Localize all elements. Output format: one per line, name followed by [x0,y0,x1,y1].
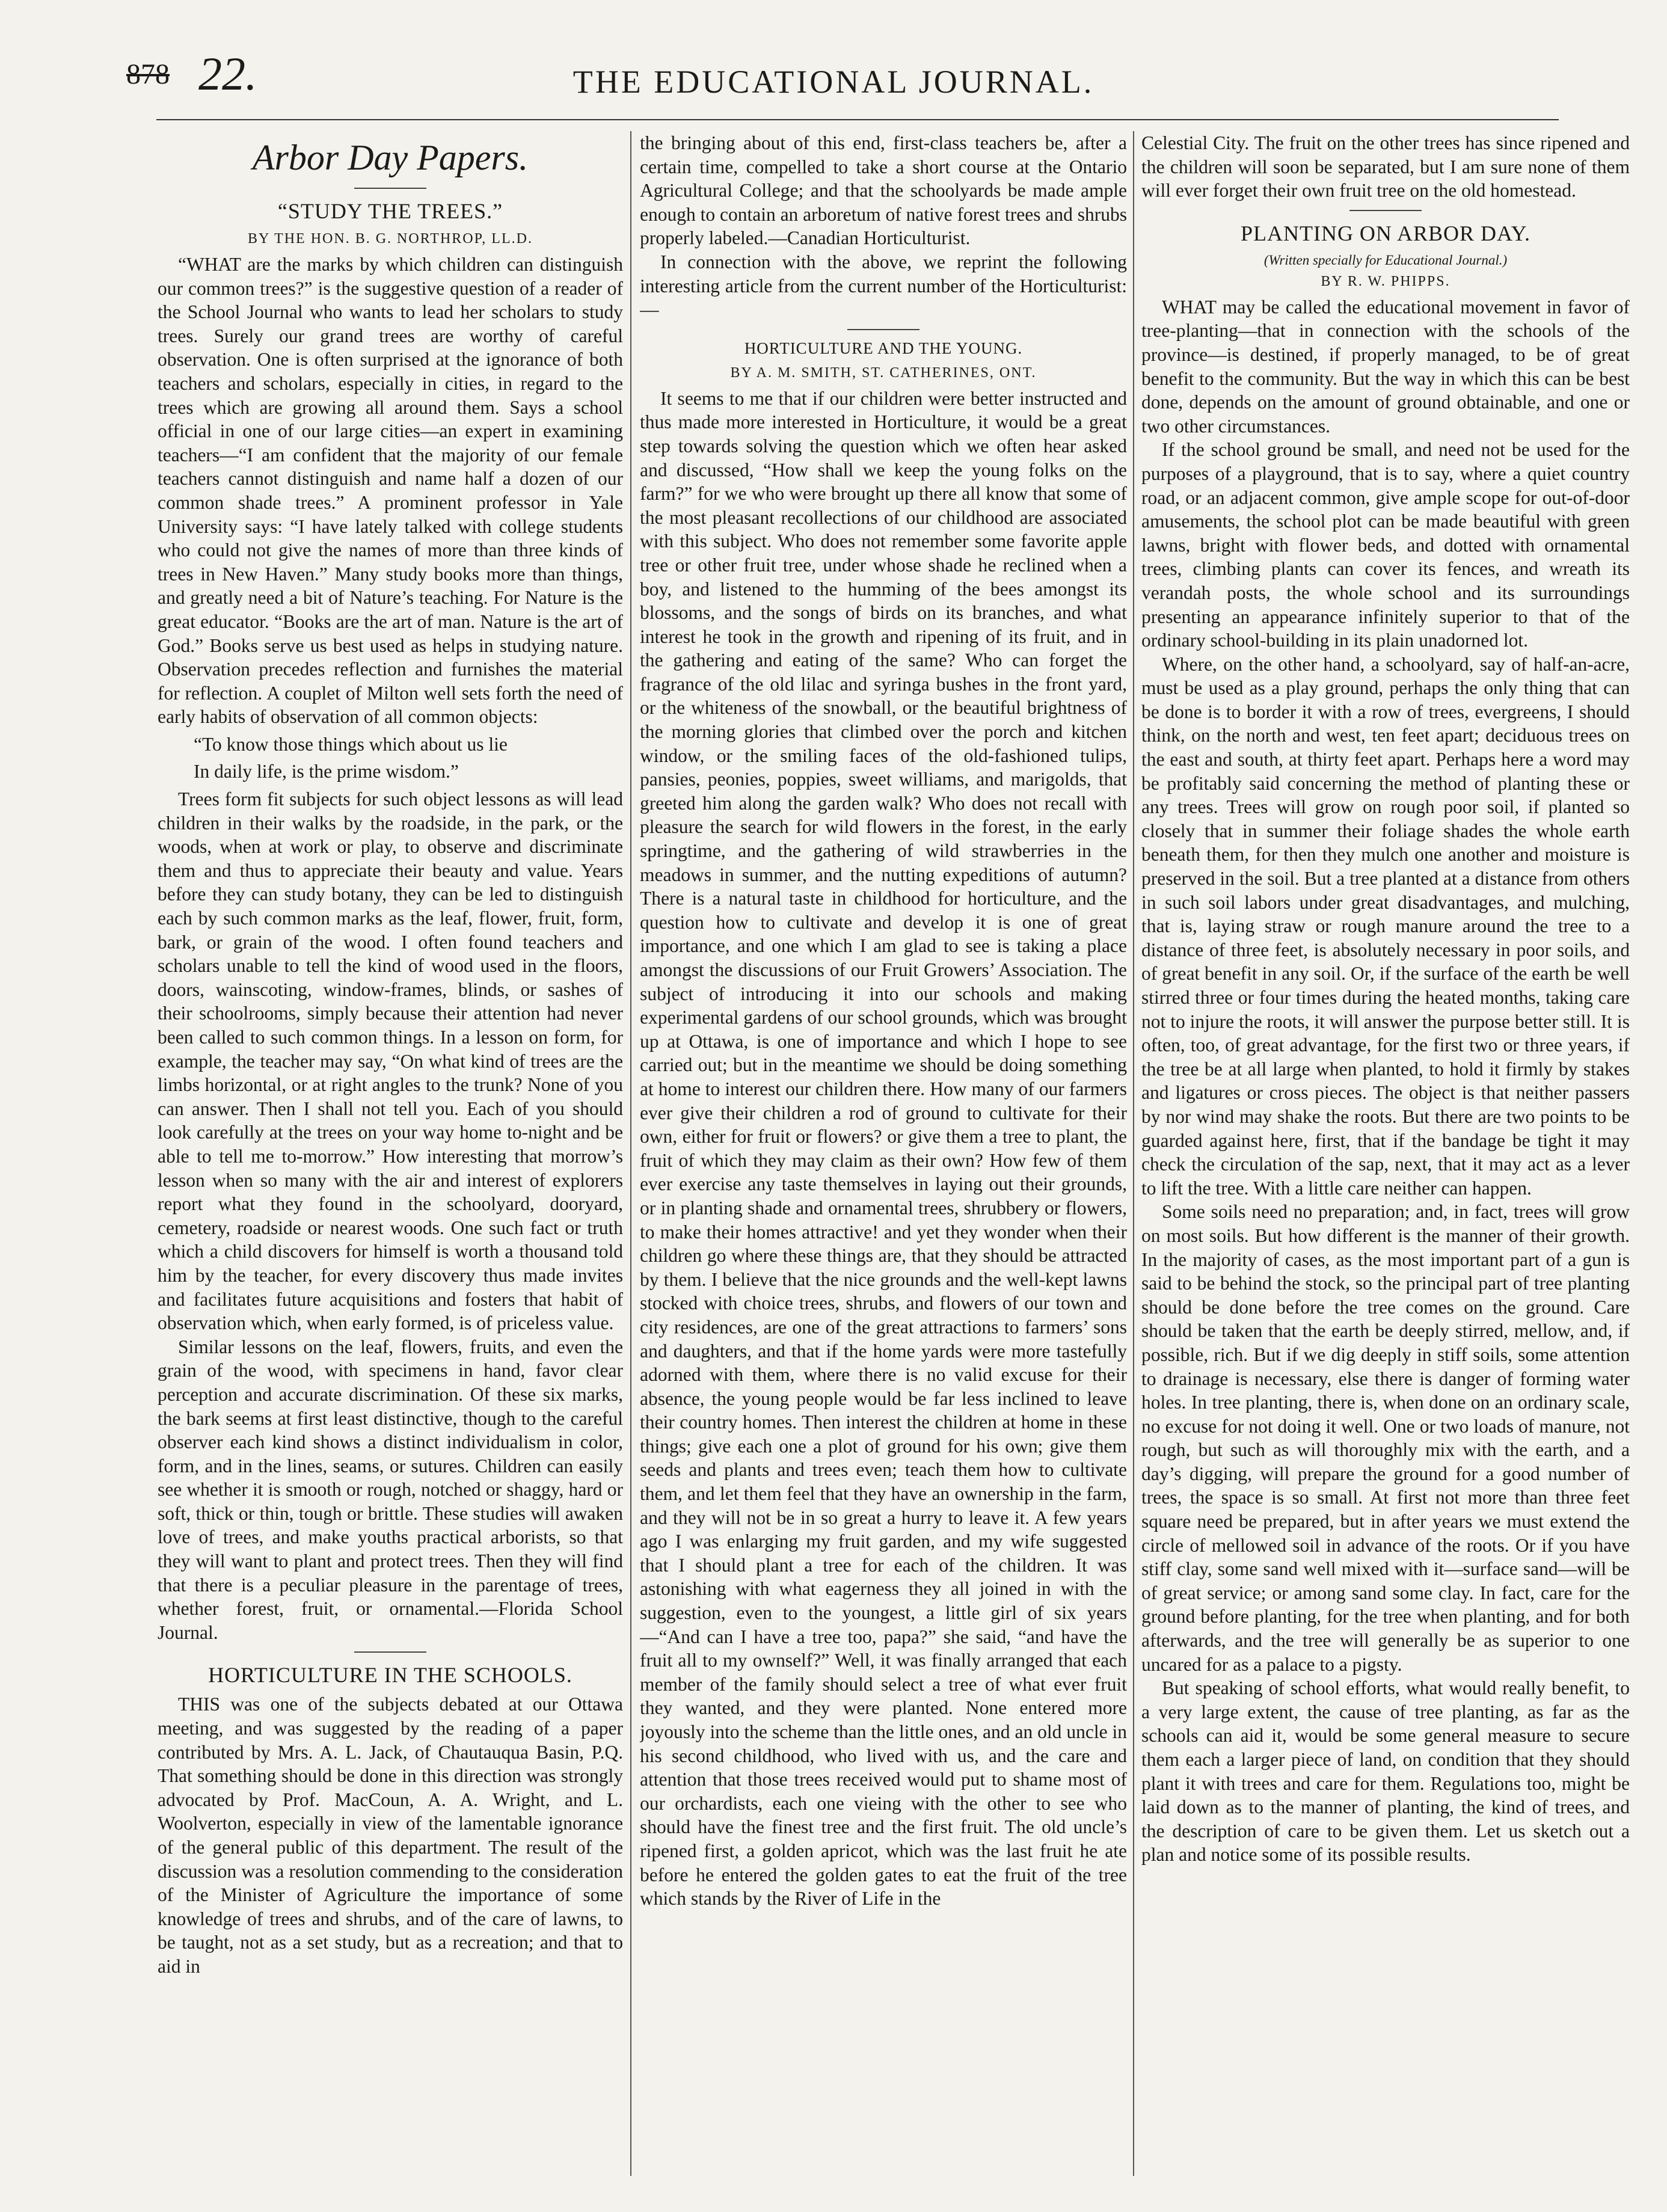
article-title: PLANTING ON ARBOR DAY. [1240,221,1531,245]
top-rule [156,119,1559,120]
printed-page-number: 878 [126,58,170,90]
paragraph: Celestial City. The fruit on the other trees has since ripened and the children will soon be separated, but I am sure none of them will ever forget their own fruit tree on the old homestead. [1141,132,1630,201]
paragraph: Similar lessons on the leaf, flowers, fruits, and even the grain of the wood, with specimens in hand, favor clear perception and accurate discrimination. Of these six marks, the bark seems at first least distinctive, though to the careful observer each kind shows a distinct individualism in color, form, and in the lines, seams, or sutures. Children can easily see whether it is smooth or rough, notched or shaggy, hard or soft, thick or thin, tough or brittle. These studies will awaken love of trees, and make youths practical arborists, so that they will want to plant and protect trees. Then they will find that there is a peculiar pleasure in the parentage of trees, whether forest, fruit, or ornamental.—Florida School Journal. [158,1336,623,1643]
column-3 [1141,131,1630,2176]
paragraph: Where, on the other hand, a schoolyard, say of half-an-acre, must be used as a play ground, perhaps the only thing that can be done is to border it with a row of trees, evergreens, I should think, on the north and west, ten feet apart; deciduous trees on the east and south, at thirty feet apart. Perhaps here a word may be profitably said concerning the method of planting these or any trees. Trees will grow on rough poor soil, if planted so closely that in summer their foliage shades the whole earth beneath them, for then they mulch one another and moisture is preserved in the soil. But a tree planted at a distance from others in such soil labors under great disadvantages, and mulching, that is, laying straw or rough manure around the tree to a distance of three feet, is absolutely necessary in poor soils, and of great benefit in any soil. Or, if the surface of the earth be well stirred three or four times during the heated months, taking care not to injure the roots, it will answer the purpose better still. It is often, too, of great advantage, for the first two or three years, if the tree be at all large when planted, to hold it firmly by stakes and ligatures or cross pieces. The object is that neither passers by nor wind may shake the roots. But there are two points to be guarded against here, first, that if the bandage be tight it may check the circulation of the sap, next, that it may act as a lever to lift the tree. With a little care neither can happen. [1141,653,1630,1199]
section-title: Arbor Day Papers. [252,138,529,177]
verse-line: In daily life, is the prime wisdom.” [194,761,459,782]
paragraph: Trees form fit subjects for such object lessons as will lead children in their walks by the roadside, in the park, or the woods, when at work or play, to observe and discriminate them and thus to appreciate their beauty and value. Years before they can study botany, they can be led to distinguish each by such common marks as the leaf, flower, fruit, form, bark, or grain of the wood. I often found teachers and scholars unable to tell the kind of wood used in the floors, doors, wainscoting, window-frames, blinds, or sashes of their schoolrooms, simply because their attention had never been called to such common things. In a lesson on form, for example, the teacher may say, “On what kind of trees are the limbs horizontal, or at right angles to the trunk? None of you can answer. Then I shall not tell you. Each of you should look carefully at the trees on your way home to-night and be able to tell me to-morrow.” How interesting that morrow’s lesson when so many with the air and interest of explorers report what they found in the schoolyard, dooryard, cemetery, roadside or nearest woods. One such fact or truth which a child discovers for himself is worth a thousand told him by the teacher, for every discovery thus made invites and facilitates future acquisitions and fosters that habit of observation which, when early formed, is of priceless value. [158,788,623,1334]
divider [354,188,426,189]
article-byline: BY THE HON. B. G. NORTHROP, LL.D. [248,231,533,247]
column-divider [1133,131,1134,2176]
divider [354,1651,426,1653]
divider [847,329,919,330]
article-title: HORTICULTURE IN THE SCHOOLS. [208,1663,573,1688]
article-byline: BY A. M. SMITH, ST. CATHERINES, ONT. [730,364,1037,381]
column-2 [640,131,1127,2176]
paragraph: WHAT may be called the educational movement in favor of tree-planting—that in connection with the schools of the province—is destined, if properly managed, to be of great benefit to the community. But the way in which this can be best done, depends on the amount of ground obtainable, and one or two other circumstances. [1141,296,1630,437]
paragraph: If the school ground be small, and need not be used for the purposes of a playground, that is to say, where a quiet country road, or an adjacent common, give ample scope for out-of-door amusements, the school plot can be made beautiful with green lawns, bright with flower beds, and dotted with ornamental trees, climbing plants can cover its fences, and wreath its verandah posts, the whole school and its surroundings presenting an appearance infinitely superior to that of the ordinary school-building in its plain unadorned lot. [1141,439,1630,651]
divider [1349,210,1422,211]
column-divider [630,131,631,2176]
paragraph: In connection with the above, we reprint the following interesting article from the current number of the Horticulturist:— [640,251,1127,321]
article-byline: BY R. W. PHIPPS. [1321,273,1451,289]
handwritten-page-number: 22. [198,48,257,100]
paragraph: “WHAT are the marks by which children can distinguish our common trees?” is the suggestive question of a reader of the School Journal who wants to lead her scholars to study trees. Surely our grand trees are worthy of careful observation. One is often surprised at the ignorance of both teachers and scholars, especially in cities, in regard to the trees which are growing all around them. Says a school official in one of our large cities—an expert in examining teachers—“I am confident that the majority of our female teachers cannot distinguish and name half a dozen of our common shade trees.” A prominent professor in Yale University says: “I have lately talked with college students who could not give the names of more than three kinds of trees in New Haven.” Many study books more than things, and greatly need a bit of Nature’s teaching. For Nature is the great educator. “Books are the art of man. Nature is the art of God.” Books serve us best used as helps in studying nature. Observation precedes reflection and furnishes the material for reflection. A couplet of Milton well sets forth the need of early habits of observation of all common objects: [158,254,623,728]
paragraph: But speaking of school efforts, what would really benefit, to a very large extent, the cause of tree planting, as far as the schools can aid it, would be some general measure to secure them each a larger piece of land, on condition that they should plant it with trees and care for them. Regulations too, might be laid down as to the manner of planting, the kind of trees, and the description of care to be given them. Let us sketch out a plan and notice some of its possible results. [1141,1677,1630,1866]
article-title: “STUDY THE TREES.” [277,199,503,223]
paragraph: It seems to me that if our children were better instructed and thus made more interested in Horticulture, it would be a great step towards solving the question which we often hear asked and discussed, “How shall we keep the young folks on the farm?” for we who were brought up there all know that some of the most pleasant recollections of our childhood are associated with this subject. Who does not remember some favorite apple tree or other fruit tree, under whose shade he reclined when a boy, and listened to the humming of the bees amongst its blossoms, and the songs of birds on its branches, and what interest he took in the growth and ripening of its fruit, and in the gathering and eating of the same? Who can forget the fragrance of the old lilac and syringa bushes in the front yard, or the whiteness of the snowball, or the beautiful brightness of the morning glories that climbed over the porch and kitchen window, or the smiling faces of the old-fashioned tulips, pansies, peonies, poppies, sweet williams, and marigolds, that greeted him along the garden walk? Who does not recall with pleasure the search for wild flowers in the forest, in the early springtime, and the gathering of wild strawberries in the meadows in summer, and the nutting expeditions of autumn? There is a natural taste in childhood for horticulture, and the question how to cultivate and develop it is one of great importance, and one which I am glad to see is taking a place amongst the discussions of our Fruit Growers’ Association. The subject of introducing it into our schools and making experimental gardens of our school grounds, which was brought up at Ottawa, is one of importance and which I hope to see carried out; but in the meantime we should be doing something at home to interest our children there. How many of our farmers ever give their children a rod of ground to cultivate for their own, either for fruit or flowers? or give them a tree to plant, the fruit of which they may claim as their own? How few of them ever exercise any taste themselves in laying out their grounds, or in planting shade and ornamental trees, shrubbery or flowers, to make their homes attractive! and yet they wonder when their children go where these things are, that they should be attracted by them. I believe that the nice grounds and the well-kept lawns stocked with choice trees, shrubs, and flowers of our town and city residences, are one of the great attractions to farmers’ sons and daughters, and that if the home yards were more tastefully adorned with them, where there is no valid excuse for their absence, the young people would be far less inclined to leave their country homes. Then interest the children at home in these things; give each one a plot of ground for his own; give them seeds and plants and trees even; teach them how to cultivate them, and let them feel that they have an ownership in the farm, and they will not be in so great a hurry to leave it. A few years ago I was enlarging my fruit garden, and my wife suggested that I should plant a tree for each of the children. It was astonishing with what eagerness they all joined in with the suggestion, even to the youngest, a little girl of six years—“And can I have a tree too, papa?” she said, “and have the fruit all to my ownself?” Well, it was finally arranged that each member of the family should select a tree of what ever fruit they wanted, and they were planted. None entered more joyously into the scheme than the little ones, and an old uncle in his second childhood, who lived with us, and the care and attention that those trees received would put to shame most of our orchardists, each one vieing with the other to see who should have the finest tree and the first fruit. The old uncle’s ripened first, a golden apricot, which was the last fruit he ate before he entered the golden gates to eat the fruit of the tree which stands by the River of Life in the [640,387,1127,1909]
masthead: THE EDUCATIONAL JOURNAL. [573,64,1094,100]
article-note: (Written specially for Educational Journal.) [1263,252,1508,268]
paragraph: the bringing about of this end, first-class teachers be, after a certain time, compelled to take a short course at the Ontario Agricultural College; and that the schoolyards be made ample enough to contain an arboretum of native forest trees and shrubs properly labeled.—Canadian Horticulturist. [640,132,1127,249]
article-title: HORTICULTURE AND THE YOUNG. [744,339,1023,357]
paragraph: Some soils need no preparation; and, in fact, trees will grow on most soils. But how different is the manner of their growth. In the majority of cases, as the most important part of a gun is said to be behind the stock, so the principal part of tree planting should be done before the tree comes on the ground. Care should be taken that the earth be deeply stirred, mellow, and, if possible, rich. But if we dig deeply in stiff soils, some attention to drainage is necessary, else there is danger of forming water holes. In tree planting, there is, when done on an ordinary scale, no excuse for not doing it well. One or two loads of manure, not rough, but such as will thoroughly mix with the earth, and a day’s digging, will prepare the ground for a good number of trees, the space is so small. At first not more than three feet square need be prepared, but in after years we must extend the circle of mellowed soil in advance of the roots. Or if you have stiff clay, some sand well mixed with it—surface sand—will be of great service; or among sand some clay. In fact, care for the ground before planting, for the tree when planting, and for both afterwards, and the tree will generally be as superior to one uncared for as a palace to a pigsty. [1141,1201,1630,1675]
verse-line: “To know those things which about us lie [194,733,508,755]
paragraph: THIS was one of the subjects debated at our Ottawa meeting, and was suggested by the reading of a paper contributed by Mrs. A. L. Jack, of Chautauqua Basin, P.Q. That something should be done in this direction was strongly advocated by Prof. MacCoun, A. A. Wright, and L. Woolverton, especially in view of the lamentable ignorance of the general public of this department. The result of the discussion was a resolution commending to the consideration of the Minister of Agriculture the importance of some knowledge of trees and shrubs, and of the care of lawns, to be taught, not as a set study, but as a recreation; and that to aid in [158,1694,623,1977]
column-1 [158,131,623,2176]
